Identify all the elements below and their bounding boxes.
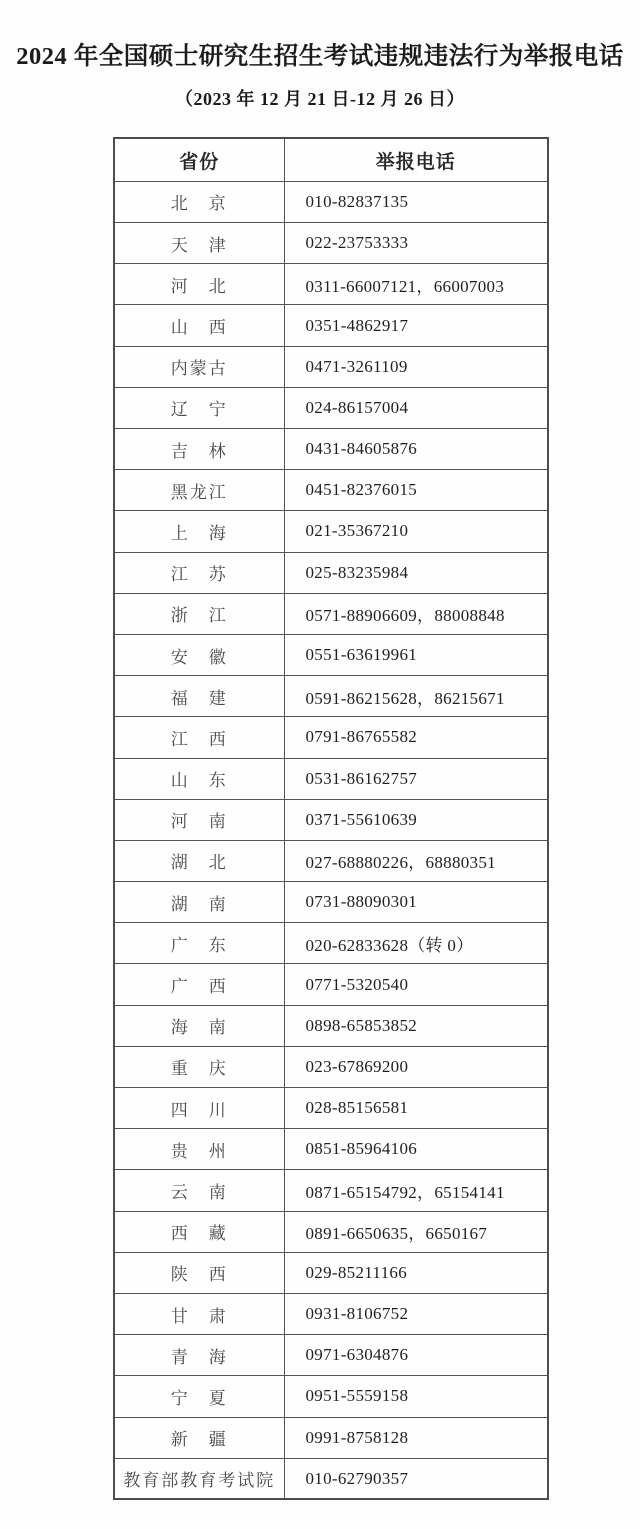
province-cell: 西 藏 xyxy=(114,1211,284,1252)
province-cell: 内蒙古 xyxy=(114,346,284,387)
phone-cell: 010-82837135 xyxy=(284,181,548,222)
phone-cell: 0971-6304876 xyxy=(284,1335,548,1376)
table-row xyxy=(114,552,548,593)
table-row xyxy=(114,1005,548,1046)
table-row xyxy=(114,1088,548,1129)
table-row xyxy=(114,1335,548,1376)
table-row xyxy=(114,223,548,264)
province-cell: 山 东 xyxy=(114,758,284,799)
phone-cell: 0551-63619961 xyxy=(284,634,548,675)
province-cell: 青 海 xyxy=(114,1335,284,1376)
phone-cell: 0791-86765582 xyxy=(284,717,548,758)
phone-cell: 0571-88906609，88008848 xyxy=(284,593,548,634)
province-cell: 贵 州 xyxy=(114,1129,284,1170)
table-row xyxy=(114,634,548,675)
phone-cell: 023-67869200 xyxy=(284,1046,548,1087)
table-header-row xyxy=(114,138,548,181)
province-cell: 海 南 xyxy=(114,1005,284,1046)
table-row xyxy=(114,676,548,717)
phone-cell: 020-62833628（转 0） xyxy=(284,923,548,964)
province-cell: 湖 南 xyxy=(114,882,284,923)
phone-cell: 0931-8106752 xyxy=(284,1293,548,1334)
phone-cell: 0531-86162757 xyxy=(284,758,548,799)
table-row xyxy=(114,882,548,923)
phone-cell: 022-23753333 xyxy=(284,223,548,264)
page-title: 2024 年全国硕士研究生招生考试违规违法行为举报电话 xyxy=(16,43,624,70)
province-cell: 广 西 xyxy=(114,964,284,1005)
table-row xyxy=(114,470,548,511)
province-cell: 上 海 xyxy=(114,511,284,552)
table-row xyxy=(114,1458,548,1499)
table-row xyxy=(114,717,548,758)
phone-cell: 029-85211166 xyxy=(284,1252,548,1293)
province-cell: 四 川 xyxy=(114,1088,284,1129)
column-header-phone: 举报电话 xyxy=(284,138,548,181)
report-phone-table xyxy=(113,137,549,1500)
province-cell: 江 西 xyxy=(114,717,284,758)
phone-cell: 0591-86215628，86215671 xyxy=(284,676,548,717)
phone-cell: 0471-3261109 xyxy=(284,346,548,387)
province-cell: 辽 宁 xyxy=(114,387,284,428)
table-row xyxy=(114,1211,548,1252)
province-cell: 宁 夏 xyxy=(114,1376,284,1417)
phone-cell: 0851-85964106 xyxy=(284,1129,548,1170)
phone-cell: 024-86157004 xyxy=(284,387,548,428)
phone-cell: 0451-82376015 xyxy=(284,470,548,511)
table-row xyxy=(114,1046,548,1087)
province-cell: 教育部教育考试院 xyxy=(114,1458,284,1499)
table-row xyxy=(114,264,548,305)
province-cell: 河 南 xyxy=(114,799,284,840)
province-cell: 天 津 xyxy=(114,223,284,264)
province-cell: 北 京 xyxy=(114,181,284,222)
table-row xyxy=(114,1170,548,1211)
table-row xyxy=(114,346,548,387)
phone-cell: 0898-65853852 xyxy=(284,1005,548,1046)
phone-cell: 0771-5320540 xyxy=(284,964,548,1005)
province-cell: 山 西 xyxy=(114,305,284,346)
province-cell: 云 南 xyxy=(114,1170,284,1211)
phone-cell: 0951-5559158 xyxy=(284,1376,548,1417)
table-row xyxy=(114,1376,548,1417)
table-row xyxy=(114,758,548,799)
table-row xyxy=(114,1293,548,1334)
phone-cell: 0871-65154792，65154141 xyxy=(284,1170,548,1211)
column-header-province: 省份 xyxy=(114,138,284,181)
phone-cell: 0351-4862917 xyxy=(284,305,548,346)
phone-cell: 027-68880226，68880351 xyxy=(284,840,548,881)
province-cell: 安 徽 xyxy=(114,634,284,675)
province-cell: 浙 江 xyxy=(114,593,284,634)
province-cell: 福 建 xyxy=(114,676,284,717)
province-cell: 陕 西 xyxy=(114,1252,284,1293)
table-row xyxy=(114,429,548,470)
phone-cell: 028-85156581 xyxy=(284,1088,548,1129)
phone-cell: 025-83235984 xyxy=(284,552,548,593)
table-row xyxy=(114,593,548,634)
table-row xyxy=(114,964,548,1005)
province-cell: 湖 北 xyxy=(114,840,284,881)
table-row xyxy=(114,1252,548,1293)
province-cell: 江 苏 xyxy=(114,552,284,593)
phone-cell: 0891-6650635，6650167 xyxy=(284,1211,548,1252)
table-row xyxy=(114,840,548,881)
table-row xyxy=(114,305,548,346)
province-cell: 河 北 xyxy=(114,264,284,305)
province-cell: 甘 肃 xyxy=(114,1293,284,1334)
table-row xyxy=(114,1417,548,1458)
table-row xyxy=(114,1129,548,1170)
phone-cell: 0731-88090301 xyxy=(284,882,548,923)
phone-cell: 021-35367210 xyxy=(284,511,548,552)
table-row xyxy=(114,799,548,840)
table-row xyxy=(114,511,548,552)
phone-cell: 0371-55610639 xyxy=(284,799,548,840)
phone-cell: 0991-8758128 xyxy=(284,1417,548,1458)
province-cell: 黑龙江 xyxy=(114,470,284,511)
table-row xyxy=(114,923,548,964)
page-subtitle: （2023 年 12 月 21 日-12 月 26 日） xyxy=(175,89,465,110)
table-row xyxy=(114,387,548,428)
province-cell: 新 疆 xyxy=(114,1417,284,1458)
province-cell: 重 庆 xyxy=(114,1046,284,1087)
phone-cell: 0431-84605876 xyxy=(284,429,548,470)
table-row xyxy=(114,181,548,222)
province-cell: 吉 林 xyxy=(114,429,284,470)
province-cell: 广 东 xyxy=(114,923,284,964)
phone-cell: 010-62790357 xyxy=(284,1458,548,1499)
phone-cell: 0311-66007121，66007003 xyxy=(284,264,548,305)
